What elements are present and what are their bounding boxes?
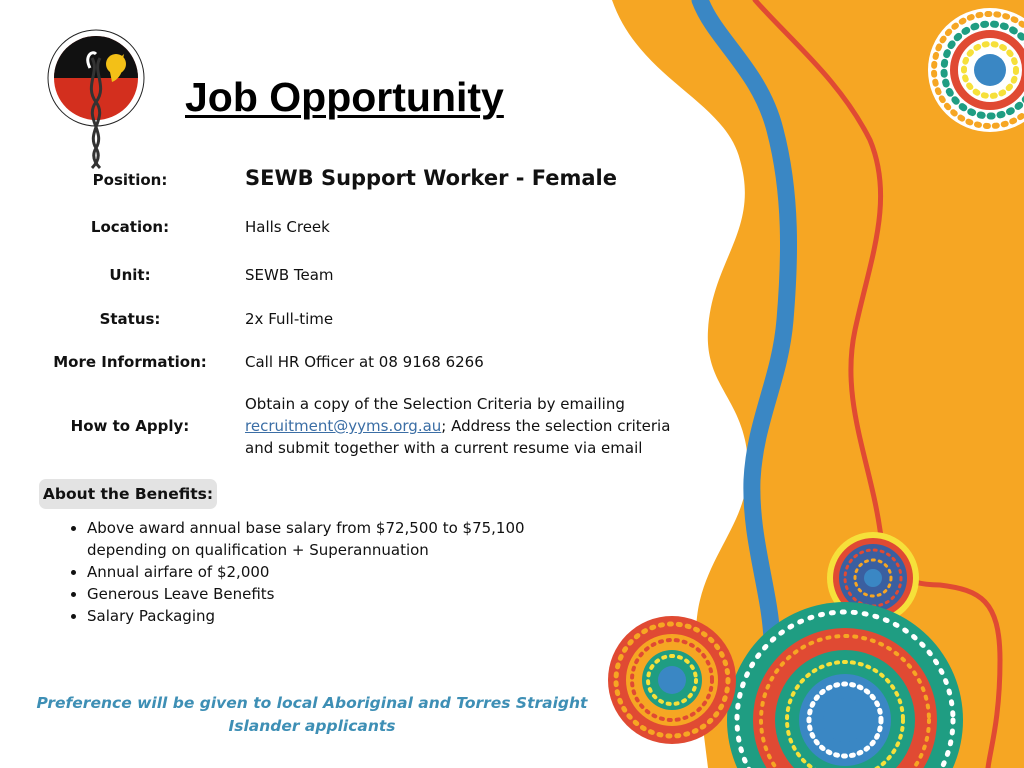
status-label: Status: (99, 310, 161, 328)
apply-line-1: Obtain a copy of the Selection Criteria by emailing (245, 395, 625, 413)
status-value: 2x Full-time (245, 310, 334, 328)
benefit-item: • Above award annual base salary from $72,500 to $75,100 depending on qualification + Superannuation (87, 517, 527, 561)
apply-line-2-rest: ; Address the selection criteria (441, 417, 671, 435)
position-value: SEWB Support Worker - Female (245, 166, 617, 190)
apply-line-3: and submit together with a current resume via email (245, 439, 643, 457)
how-to-apply-text (245, 393, 695, 459)
how-to-apply-label: How to Apply: (70, 417, 190, 435)
benefit-item: • Salary Packaging (87, 605, 607, 627)
unit-label: Unit: (109, 266, 151, 284)
benefits-list (57, 517, 607, 627)
dot-circle-bottom-left (608, 616, 736, 744)
benefit-item: • Annual airfare of $2,000 (87, 561, 607, 583)
apply-line-2 (245, 415, 695, 437)
preference-note: Preference will be given to local Aboriginal and Torres Straight Islander applicants (36, 694, 588, 735)
location-label: Location: (90, 218, 170, 236)
position-label: Position: (92, 171, 168, 189)
benefits-heading: About the Benefits: (39, 479, 217, 509)
email-link[interactable]: recruitment@yyms.org.au (245, 417, 442, 435)
page-title: Job Opportunity (185, 74, 504, 120)
benefit-item: • Generous Leave Benefits (87, 583, 607, 605)
unit-value: SEWB Team (245, 266, 334, 284)
organization-logo (44, 28, 148, 170)
more-information-value: Call HR Officer at 08 9168 6266 (245, 353, 484, 371)
location-value: Halls Creek (245, 218, 330, 236)
more-information-label: More Information: (53, 353, 207, 371)
